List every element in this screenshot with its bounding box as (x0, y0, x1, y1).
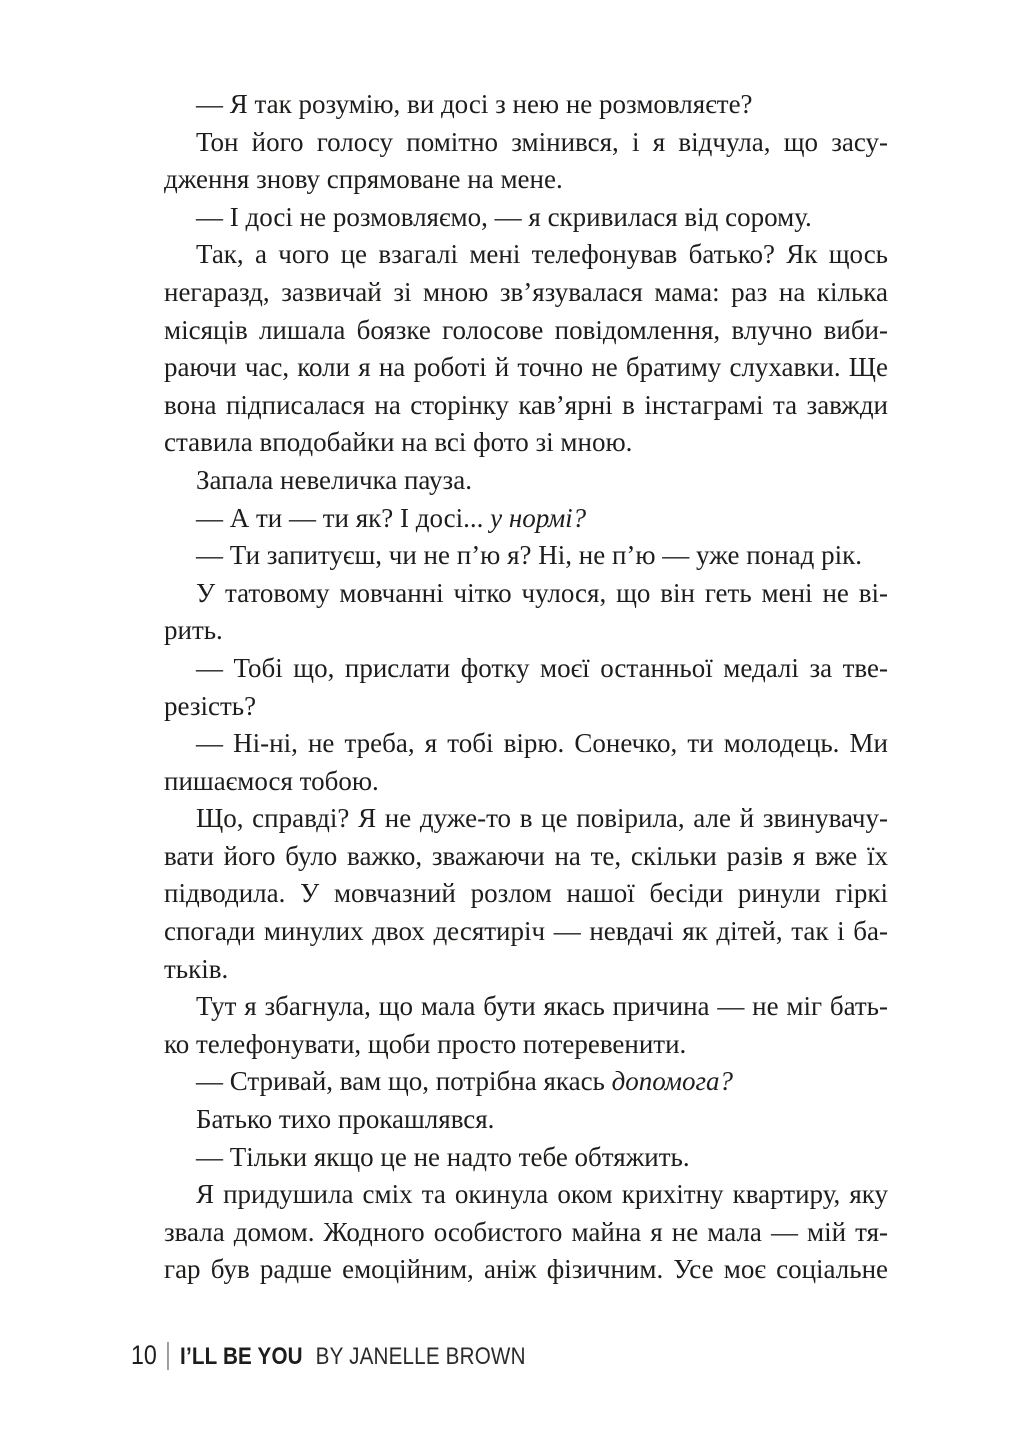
text-line: місяців лишала боязке голосове повідомлення, влучно виби- (164, 314, 888, 345)
text-line: ставила вподобайки на всі фото зі мною. (164, 427, 633, 458)
text-line: — Стривай, вам що, потрібна якась допомога? (196, 1066, 734, 1097)
text-line: пишаємося тобою. (164, 765, 379, 796)
text-line: — Я так розумію, ви досі з нею не розмовляєте? (196, 89, 753, 119)
text-line: підводила. У мовчазний розлом нашої бесіди ринули гіркі (164, 878, 888, 909)
page-footer (131, 1340, 526, 1371)
text-line: — Тобі що, прислати фотку моєї останньої медалі за тве- (196, 652, 888, 683)
book-byline: BY JANELLE BROWN (315, 1343, 526, 1370)
text-line: гар був радше емоційним, аніж фізичним. Усе моє соціальне (164, 1254, 888, 1285)
text-line: Запала невеличка пауза. (196, 464, 472, 495)
text-line: Тон його голосу помітно змінився, і я відчула, що засу- (196, 126, 888, 157)
text-line: дження знову спрямоване на мене. (164, 164, 563, 195)
text-line: Що, справді? Я не дуже-то в це повірила, але й звинувачу- (196, 803, 888, 834)
text-line: — Тільки якщо це не надто тебе обтяжить. (196, 1141, 690, 1172)
text-line: ко телефонувати, щоби просто потеревенити. (164, 1028, 687, 1059)
page-text (164, 86, 888, 1289)
text-line: Я придушила сміх та окинула оком крихітну квартиру, яку (196, 1179, 888, 1210)
text-line: негаразд, зазвичай зі мною зв’язувалася мама: раз на кілька (164, 276, 888, 307)
text-line: спогади минулих двох десятиріч — невдачі як дітей, так і ба- (164, 916, 888, 947)
text-line: Тут я збагнула, що мала бути якась причина — не міг бать- (196, 991, 888, 1022)
book-title: I’LL BE YOU (180, 1343, 303, 1370)
text-line: Так, а чого це взагалі мені телефонував батько? Як щось (196, 239, 888, 270)
text-line: вона підписалася на сторінку кав’ярні в інстаграмі та завжди (164, 389, 888, 420)
text-line: звала домом. Жодного особистого майна я не мала — мій тя- (164, 1216, 888, 1247)
text-line: — Ти запитуєш, чи не п’ю я? Ні, не п’ю — уже понад рік. (196, 540, 862, 571)
text-line: раючи час, коли я на роботі й точно не братиму слухавки. Ще (164, 352, 888, 383)
footer-divider (167, 1342, 169, 1370)
text-line: У татовому мовчанні чітко чулося, що він геть мені не ві- (196, 577, 888, 608)
page-number: 10 (131, 1340, 157, 1370)
text-line: — Ні-ні, не треба, я тобі вірю. Сонечко, ти молодець. Ми (196, 728, 888, 759)
text-line: Батько тихо прокашлявся. (196, 1104, 495, 1135)
text-line: вати його було важко, зважаючи на те, скільки разів я вже їх (164, 840, 888, 871)
text-line: резість? (164, 690, 257, 721)
text-line: рить. (164, 615, 223, 646)
text-line: тьків. (164, 953, 229, 984)
text-line: — А ти — ти як? І досі... у нормі? (196, 502, 587, 533)
text-line: — І досі не розмовляємо, — я скривилася від сорому. (196, 201, 812, 232)
